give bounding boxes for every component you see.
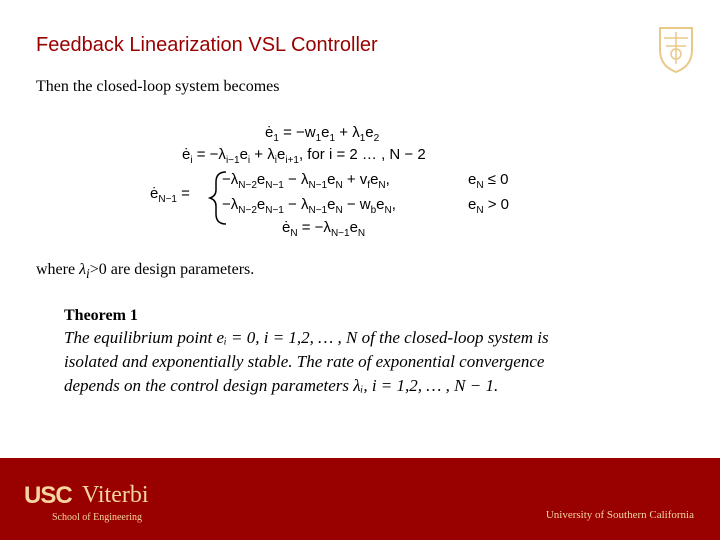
params-symbol: λ bbox=[79, 261, 87, 278]
params-prefix: where bbox=[36, 261, 80, 278]
design-parameters-text bbox=[36, 261, 254, 282]
equation-2: $ė_i = -\lambda_{i-1}e_i + \lambda_ie_{i+1}$, for i = 2 … , N − 2 bbox=[182, 146, 426, 166]
intro-text: Then the closed-loop system becomes bbox=[36, 78, 280, 95]
theorem-line: The equilibrium point eᵢ = 0, i = 1,2, … , N of the closed-loop system is bbox=[64, 328, 549, 347]
slide-title: Feedback Linearization VSL Controller bbox=[36, 34, 378, 56]
equation-3-case-2: $-\lambda_{N-2}e_{N-1} - \lambda_{N-1}e_N - w_be_N$, bbox=[222, 196, 396, 216]
equation-3-case-1: $-\lambda_{N-2}e_{N-1} - \lambda_{N-1}e_N + v_fe_N$, bbox=[222, 171, 390, 191]
university-name: University of Southern California bbox=[545, 509, 694, 521]
usc-seal-icon bbox=[656, 24, 696, 74]
params-suffix: >0 are design parameters. bbox=[89, 261, 255, 278]
equation-1: $ė_1 = -w_1e_1 + \lambda_1e_2$ bbox=[265, 124, 380, 144]
equation-3-cond-1: $e_N \le 0$ bbox=[468, 171, 509, 191]
equation-3-lhs: $ė_{N-1}$ = bbox=[150, 185, 190, 205]
viterbi-logo: Viterbi bbox=[82, 482, 149, 508]
equation-3-cond-2: $e_N > 0$ bbox=[468, 196, 510, 216]
usc-logo: USC bbox=[24, 482, 72, 509]
equation-4: $ė_N = -\lambda_{N-1}e_N$ bbox=[282, 219, 366, 239]
equation-block bbox=[0, 120, 720, 245]
theorem-title: Theorem 1 bbox=[64, 307, 138, 324]
theorem-line: isolated and exponentially stable. The rate of exponential convergence bbox=[64, 352, 545, 371]
footer-bar bbox=[0, 458, 720, 540]
theorem-line: depends on the control design parameters λᵢ, i = 1,2, … , N − 1. bbox=[64, 376, 499, 395]
params-subscript: i bbox=[86, 266, 90, 282]
school-subtitle: School of Engineering bbox=[52, 512, 142, 523]
